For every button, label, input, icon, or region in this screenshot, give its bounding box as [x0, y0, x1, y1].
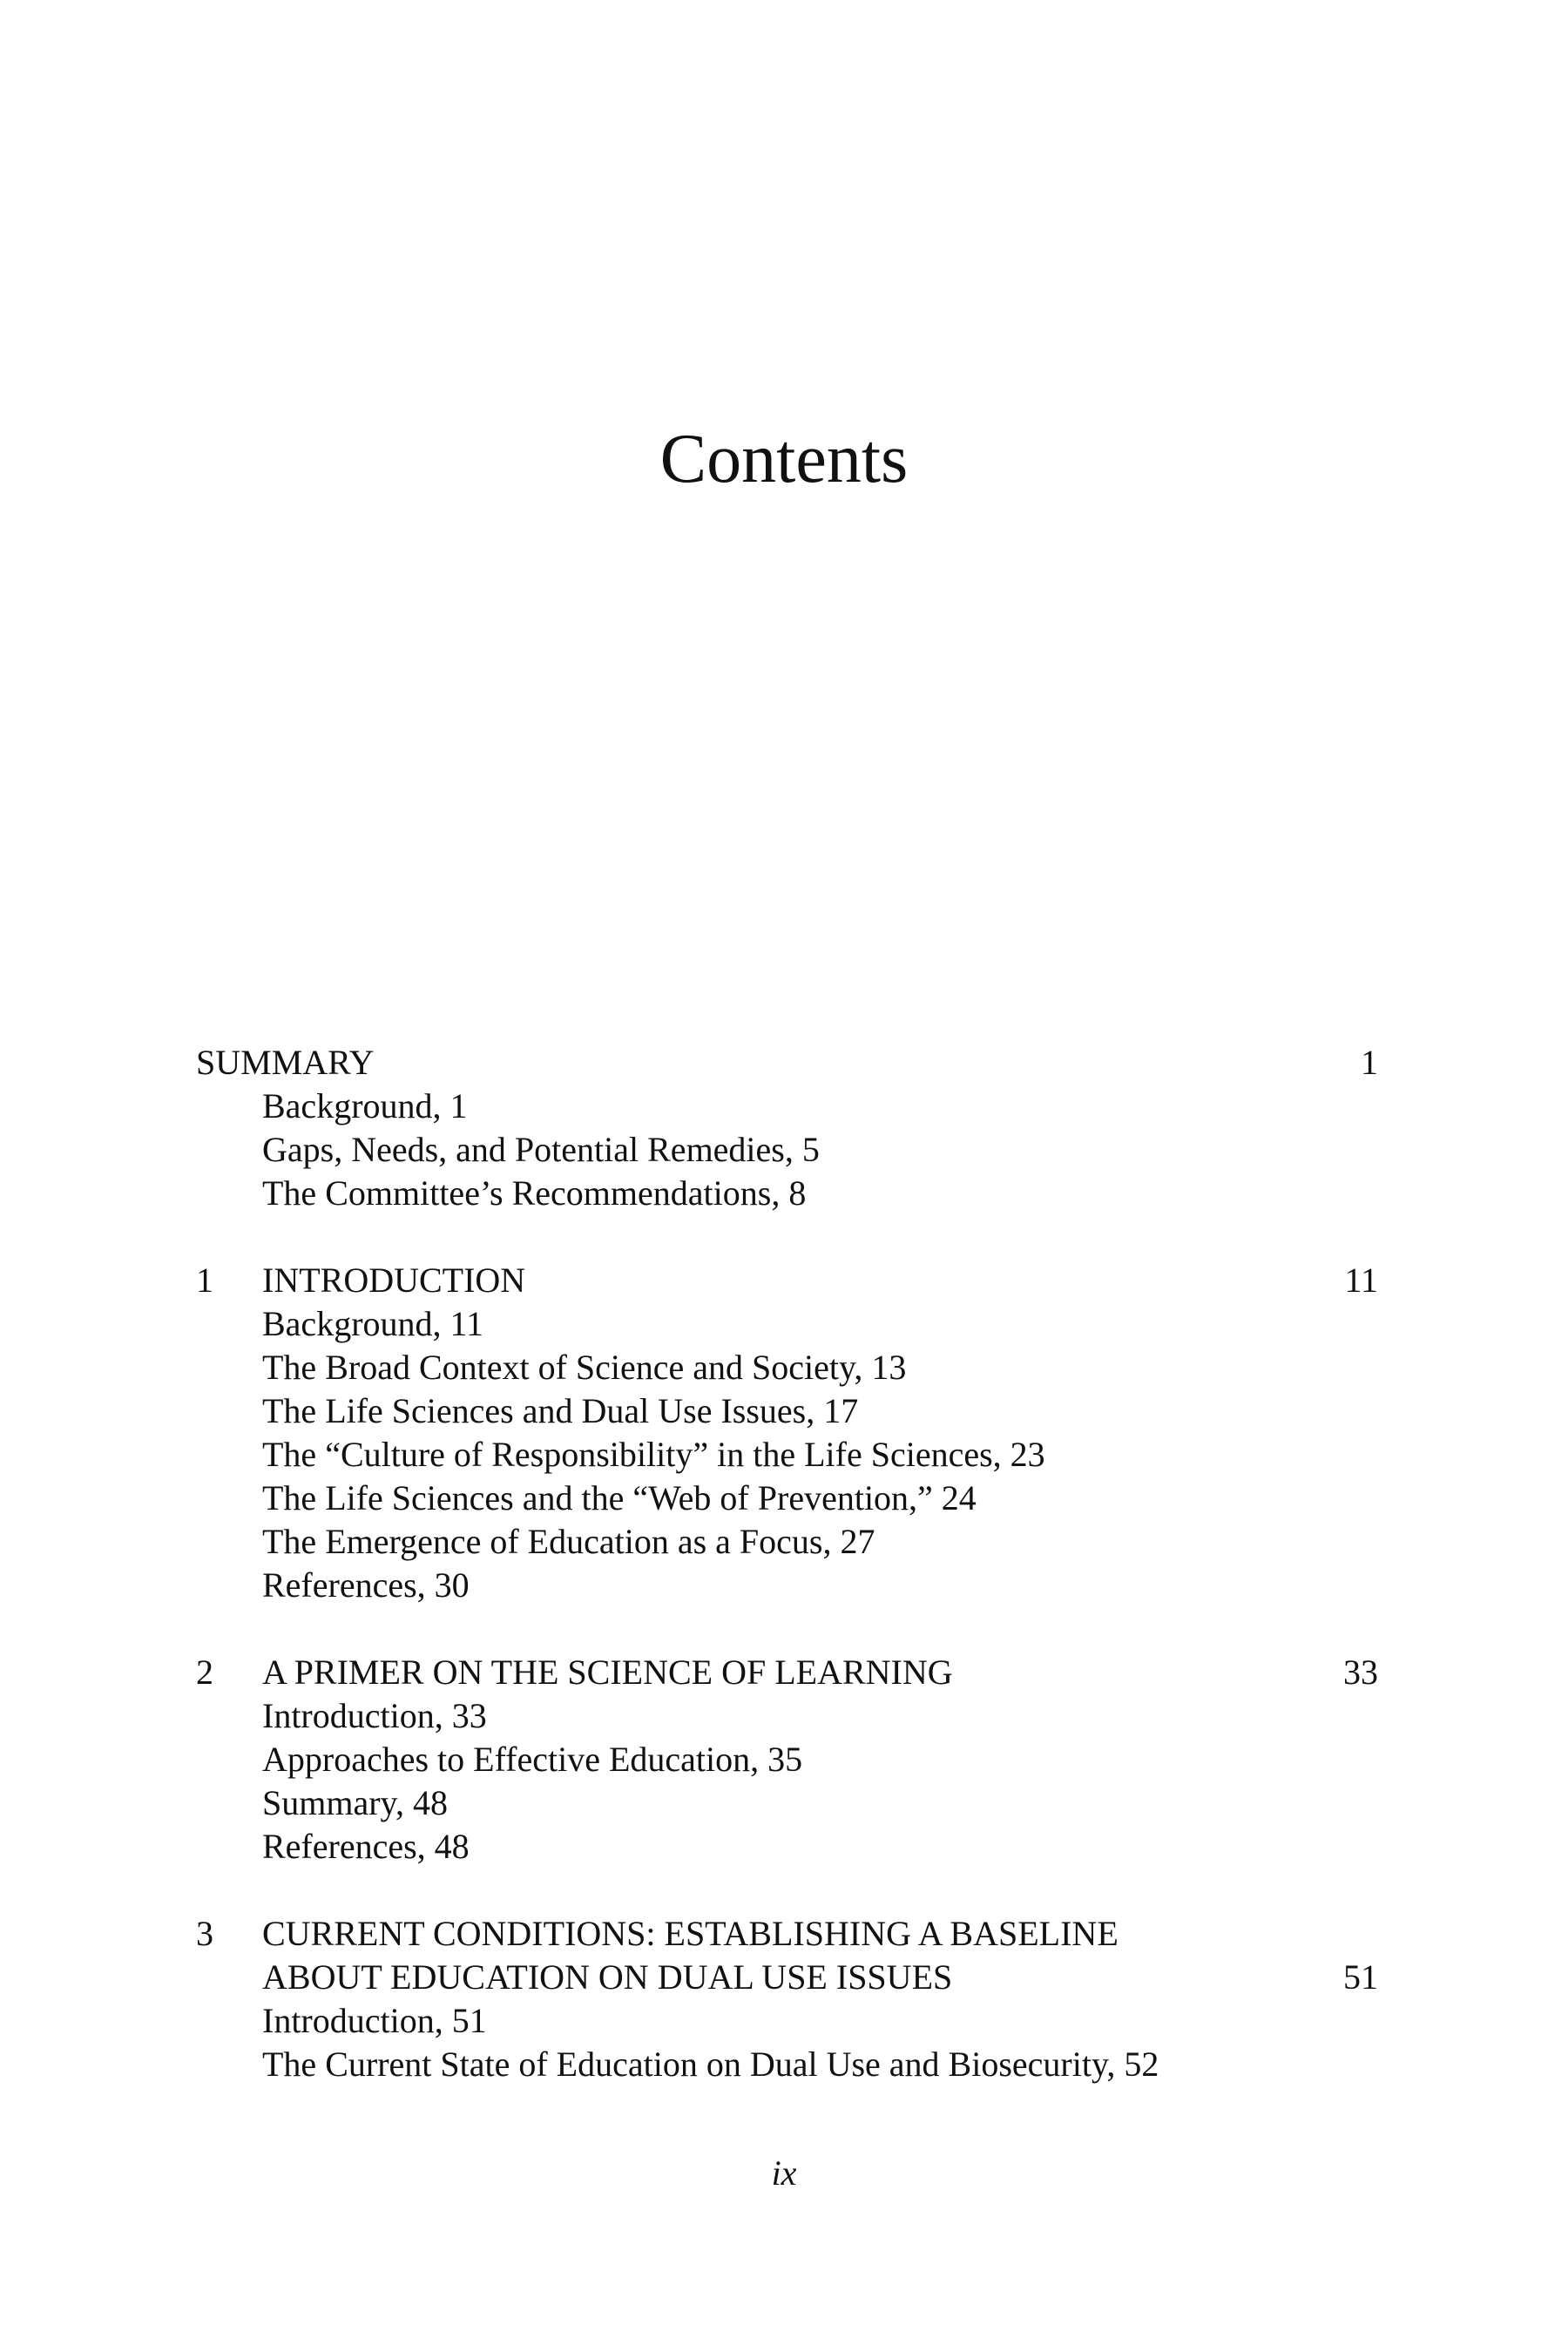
toc-entry	[0, 1825, 1568, 1869]
toc-page-number: 33	[1343, 1652, 1378, 1692]
toc-entry	[0, 1172, 1568, 1215]
toc-entry-text: The “Culture of Responsibility” in the Life Sciences, 23	[262, 1435, 1045, 1474]
toc-heading: A PRIMER ON THE SCIENCE OF LEARNING	[262, 1652, 953, 1692]
toc-entry	[0, 1346, 1568, 1389]
toc-entry-text: The Broad Context of Science and Society, 13	[262, 1348, 907, 1387]
toc-entry-text: The Life Sciences and Dual Use Issues, 17	[262, 1391, 859, 1430]
toc-entry-text: Background, 11	[262, 1304, 484, 1343]
toc-entry-text: References, 48	[262, 1827, 470, 1866]
toc-chapter-number: 2	[196, 1652, 213, 1692]
toc-entry	[0, 1433, 1568, 1477]
toc-section-chapter-2	[0, 1651, 1568, 1869]
toc-section-chapter-1	[0, 1259, 1568, 1607]
table-of-contents	[0, 1041, 1568, 2130]
toc-entry	[0, 1999, 1568, 2043]
toc-entry	[0, 1564, 1568, 1607]
toc-entry	[0, 2043, 1568, 2086]
toc-entry	[0, 1781, 1568, 1825]
toc-section-chapter-3	[0, 1912, 1568, 2086]
toc-heading-row	[0, 1956, 1568, 1999]
toc-entry-text: Background, 1	[262, 1086, 468, 1125]
toc-entry	[0, 1477, 1568, 1520]
toc-section-summary	[0, 1041, 1568, 1215]
toc-heading-row	[0, 1651, 1568, 1694]
toc-entry	[0, 1302, 1568, 1346]
toc-entry-text: The Emergence of Education as a Focus, 27	[262, 1522, 875, 1561]
toc-chapter-number: 3	[196, 1914, 213, 1953]
toc-heading: CURRENT CONDITIONS: ESTABLISHING A BASELINE	[262, 1914, 1119, 1953]
toc-entry-text: Summary, 48	[262, 1783, 448, 1822]
toc-entry-text: The Life Sciences and the “Web of Prevention,” 24	[262, 1478, 977, 1517]
toc-heading-row	[0, 1259, 1568, 1302]
toc-entry-text: References, 30	[262, 1565, 470, 1605]
toc-page-number: 51	[1343, 1957, 1378, 1997]
toc-entry	[0, 1694, 1568, 1738]
toc-entry	[0, 1128, 1568, 1172]
toc-entry-text: Introduction, 51	[262, 2001, 487, 2040]
toc-entry-text: The Committee’s Recommendations, 8	[262, 1173, 807, 1213]
toc-heading-row	[0, 1912, 1568, 1956]
toc-entry	[0, 1085, 1568, 1128]
toc-entry-text: Introduction, 33	[262, 1696, 487, 1735]
toc-heading-continued: ABOUT EDUCATION ON DUAL USE ISSUES	[262, 1957, 953, 1997]
toc-page-number: 11	[1344, 1260, 1378, 1300]
toc-chapter-number: 1	[196, 1260, 213, 1300]
toc-heading: INTRODUCTION	[262, 1260, 526, 1300]
toc-entry-text: Gaps, Needs, and Potential Remedies, 5	[262, 1130, 820, 1169]
toc-entry-text: Approaches to Effective Education, 35	[262, 1740, 803, 1779]
toc-entry-text: The Current State of Education on Dual Use and Biosecurity, 52	[262, 2044, 1159, 2084]
toc-entry	[0, 1389, 1568, 1433]
page-folio: ix	[771, 2153, 797, 2193]
toc-entry	[0, 1738, 1568, 1781]
toc-page-number: 1	[1361, 1043, 1378, 1082]
page-title: Contents	[659, 421, 909, 497]
toc-entry	[0, 1520, 1568, 1564]
toc-heading: SUMMARY	[196, 1043, 375, 1082]
toc-heading-row	[0, 1041, 1568, 1085]
